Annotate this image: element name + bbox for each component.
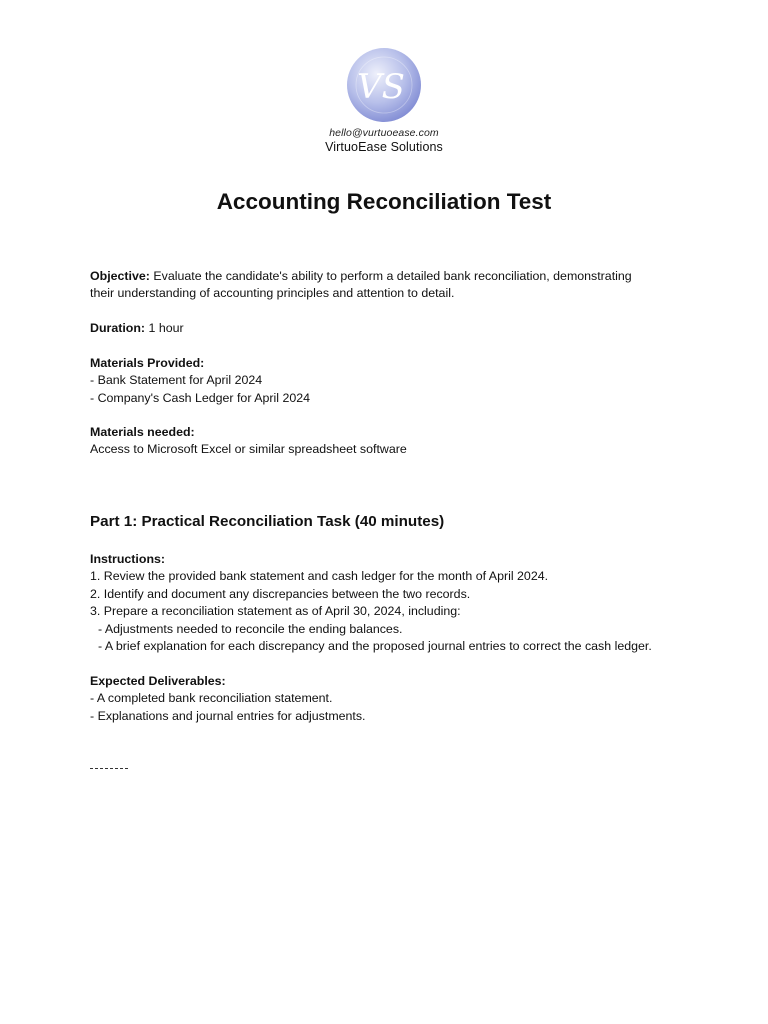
materials-provided-label: Materials Provided:: [90, 356, 205, 370]
instruction-step: 3. Prepare a reconciliation statement as of April 30, 2024, including:: [90, 604, 461, 619]
list-item: - Bank Statement for April 2024: [90, 373, 263, 388]
instruction-substep: - Adjustments needed to reconcile the ending balances.: [98, 621, 403, 636]
logo-monogram: VS: [357, 67, 405, 107]
materials-needed-section: [90, 424, 690, 459]
duration-section: [90, 320, 690, 337]
duration-label: Duration:: [90, 321, 146, 335]
materials-provided-section: [90, 355, 690, 407]
instruction-substep: - A brief explanation for each discrepancy and the proposed journal entries to correct the cash ledger.: [98, 639, 652, 654]
list-item: - Company's Cash Ledger for April 2024: [90, 390, 311, 405]
deliverable-item: - Explanations and journal entries for adjustments.: [90, 708, 366, 723]
objective-section: [90, 268, 690, 303]
instruction-step: 1. Review the provided bank statement and cash ledger for the month of April 2024.: [90, 569, 549, 584]
instructions-label: Instructions:: [90, 552, 166, 566]
company-email[interactable]: hello@vurtuoease.com: [329, 127, 439, 139]
logo-emblem: [345, 46, 423, 124]
company-logo: [0, 46, 768, 129]
page-title: Accounting Reconciliation Test: [216, 189, 552, 214]
company-name: VirtuoEase Solutions: [325, 140, 443, 154]
deliverables-label: Expected Deliverables:: [90, 674, 226, 688]
duration-value: 1 hour: [145, 321, 184, 335]
materials-needed-label: Materials needed:: [90, 425, 195, 439]
instruction-step: 2. Identify and document any discrepancies between the two records.: [90, 586, 471, 601]
deliverables-section: [90, 673, 690, 725]
deliverable-item: - A completed bank reconciliation statement.: [90, 691, 333, 706]
instructions-section: [90, 551, 690, 655]
part1-title: Part 1: Practical Reconciliation Task (40 minutes): [90, 513, 445, 530]
section-divider: [90, 768, 128, 769]
objective-text-2: their understanding of accounting principles and attention to detail.: [90, 286, 455, 301]
objective-text-1: Evaluate the candidate's ability to perform a detailed bank reconciliation, demonstrating: [149, 269, 632, 283]
objective-label: Objective:: [90, 269, 150, 283]
materials-needed-text: Access to Microsoft Excel or similar spreadsheet software: [90, 442, 407, 457]
